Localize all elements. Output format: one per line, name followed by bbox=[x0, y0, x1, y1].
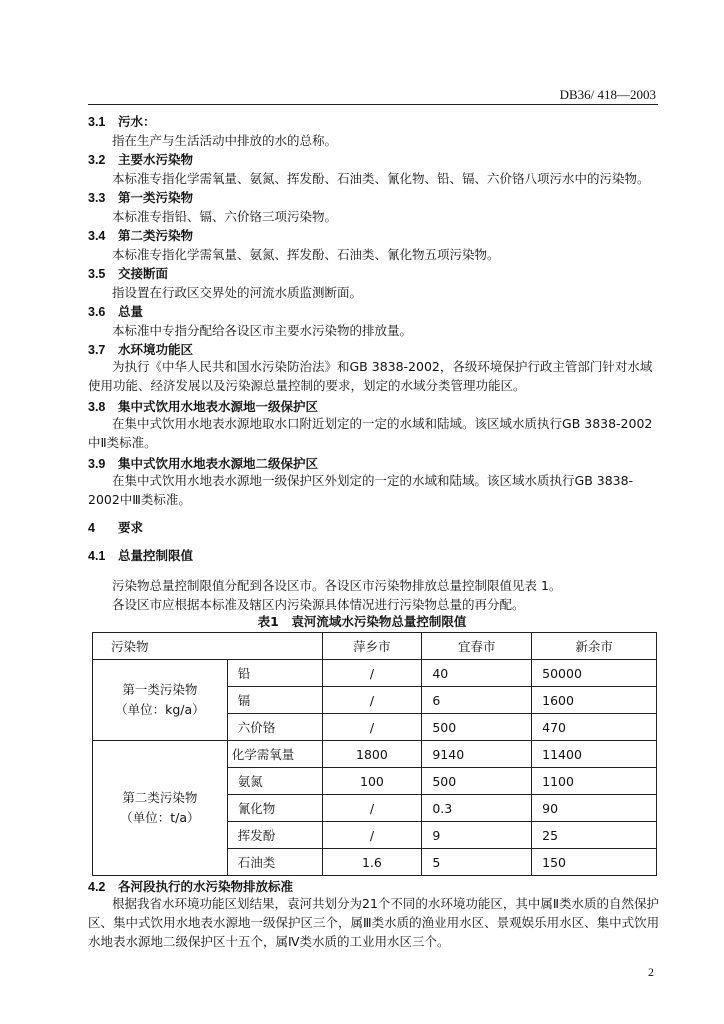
pollutant-cell: 镉 bbox=[227, 687, 322, 714]
section-3-4-heading: 3.4 第二类污染物 bbox=[88, 228, 194, 243]
value-cell: / bbox=[322, 822, 422, 849]
table-row bbox=[93, 660, 657, 687]
page-number: 2 bbox=[648, 965, 654, 979]
doc-code: DB36/ 418—2003 bbox=[559, 87, 656, 102]
section-4-2-heading: 4.2 各河段执行的水污染物排放标准 bbox=[88, 879, 294, 894]
section-3-6-body: 本标准中专指分配给各设区市主要水污染物的排放量。 bbox=[112, 323, 413, 338]
value-cell: 500 bbox=[422, 768, 532, 795]
section-3-9-heading: 3.9 集中式饮用水地表水源地二级保护区 bbox=[88, 456, 319, 471]
section-3-7-heading: 3.7 水环境功能区 bbox=[88, 342, 194, 357]
section-3-2-heading: 3.2 主要水污染物 bbox=[88, 152, 194, 167]
section-3-5-heading: 3.5 交接断面 bbox=[88, 266, 169, 281]
value-cell: 25 bbox=[532, 822, 657, 849]
pollutant-cell: 挥发酚 bbox=[227, 822, 322, 849]
section-3-4-body: 本标准专指化学需氧量、氨氮、挥发酚、石油类、氰化物五项污染物。 bbox=[112, 247, 500, 262]
table-header-row bbox=[93, 633, 657, 660]
section-3-2-body: 本标准专指化学需氧量、氨氮、挥发酚、石油类、氰化物、铅、镉、六价铬八项污水中的污染物。 bbox=[112, 171, 650, 186]
section-3-9-body: 在集中式饮用水地表水源地一级保护区外划定的一定的水域和陆域。该区域水质执行GB 3838-2002中Ⅲ类标准。 bbox=[88, 473, 634, 507]
table-caption: 表1 袁河流域水污染物总量控制限值 bbox=[257, 614, 467, 629]
pollutant-cell: 铅 bbox=[227, 660, 322, 687]
section-3-1-heading: 3.1 污水： bbox=[88, 114, 156, 129]
value-cell: / bbox=[322, 687, 422, 714]
value-cell: 40 bbox=[422, 660, 532, 687]
value-cell: 1600 bbox=[532, 687, 657, 714]
value-cell: 6 bbox=[422, 687, 532, 714]
value-cell: 90 bbox=[532, 795, 657, 822]
pollutant-cell: 化学需氧量 bbox=[227, 741, 322, 768]
value-cell: 150 bbox=[532, 849, 657, 876]
header-pollutant: 污染物 bbox=[93, 633, 323, 660]
pollutant-limits-table bbox=[92, 632, 657, 876]
section-3-6-heading: 3.6 总量 bbox=[88, 304, 144, 319]
value-cell: 1100 bbox=[532, 768, 657, 795]
group-2-label: 第二类污染物 （单位：t/a） bbox=[93, 741, 228, 876]
value-cell: 9 bbox=[422, 822, 532, 849]
value-cell: 100 bbox=[322, 768, 422, 795]
value-cell: / bbox=[322, 714, 422, 741]
group-1-label: 第一类污染物 （单位：kg/a） bbox=[93, 660, 228, 741]
header-pingxiang: 萍乡市 bbox=[322, 633, 422, 660]
section-3-8-heading: 3.8 集中式饮用水地表水源地一级保护区 bbox=[88, 399, 319, 414]
section-4-1-para1: 污染物总量控制限值分配到各设区市。各设区市污染物排放总量控制限值见表 1。 bbox=[112, 578, 562, 593]
value-cell: 50000 bbox=[532, 660, 657, 687]
pollutant-cell: 六价铬 bbox=[227, 714, 322, 741]
value-cell: / bbox=[322, 660, 422, 687]
section-4-1-heading: 4.1 总量控制限值 bbox=[88, 548, 194, 563]
value-cell: 0.3 bbox=[422, 795, 532, 822]
value-cell: 11400 bbox=[532, 741, 657, 768]
section-3-3-heading: 3.3 第一类污染物 bbox=[88, 190, 194, 205]
value-cell: 470 bbox=[532, 714, 657, 741]
table-row bbox=[93, 741, 657, 768]
header-yichun: 宜春市 bbox=[422, 633, 532, 660]
section-3-1-body: 指在生产与生活活动中排放的水的总称。 bbox=[112, 133, 338, 148]
header-rule bbox=[88, 104, 658, 105]
value-cell: 500 bbox=[422, 714, 532, 741]
value-cell: / bbox=[322, 795, 422, 822]
header-xinyu: 新余市 bbox=[532, 633, 657, 660]
chapter-4-heading: 4 要求 bbox=[88, 520, 144, 535]
section-3-7-body: 为执行《中华人民共和国水污染防治法》和GB 3838-2002，各级环境保护行政主管部门针对水域使用功能、经济发展以及污染源总量控制的要求，划定的水域分类管理功能区。 bbox=[88, 359, 653, 393]
pollutant-cell: 氨氮 bbox=[227, 768, 322, 795]
section-4-1-para2: 各设区市应根据本标准及辖区内污染源具体情况进行污染物总量的再分配。 bbox=[112, 597, 525, 612]
value-cell: 1800 bbox=[322, 741, 422, 768]
value-cell: 1.6 bbox=[322, 849, 422, 876]
pollutant-cell: 氰化物 bbox=[227, 795, 322, 822]
value-cell: 5 bbox=[422, 849, 532, 876]
section-3-8-body: 在集中式饮用水地表水源地取水口附近划定的一定的水域和陆域。该区域水质执行GB 3838-2002中Ⅱ类标准。 bbox=[88, 416, 653, 450]
section-3-5-body: 指设置在行政区交界处的河流水质监测断面。 bbox=[112, 285, 363, 300]
section-4-2-body: 根据我省水环境功能区划结果，袁河共划分为21个不同的水环境功能区，其中属Ⅱ类水质的自然保护区、集中式饮用水地表水源地一级保护区三个，属Ⅲ类水质的渔业用水区、景观娱乐用水区、集中式饮用水地表水源地二级保护区十五个，属Ⅳ类水质的工业用水区三个。 bbox=[88, 896, 660, 949]
value-cell: 9140 bbox=[422, 741, 532, 768]
section-3-3-body: 本标准专指铅、镉、六价铬三项污染物。 bbox=[112, 209, 338, 224]
pollutant-cell: 石油类 bbox=[227, 849, 322, 876]
